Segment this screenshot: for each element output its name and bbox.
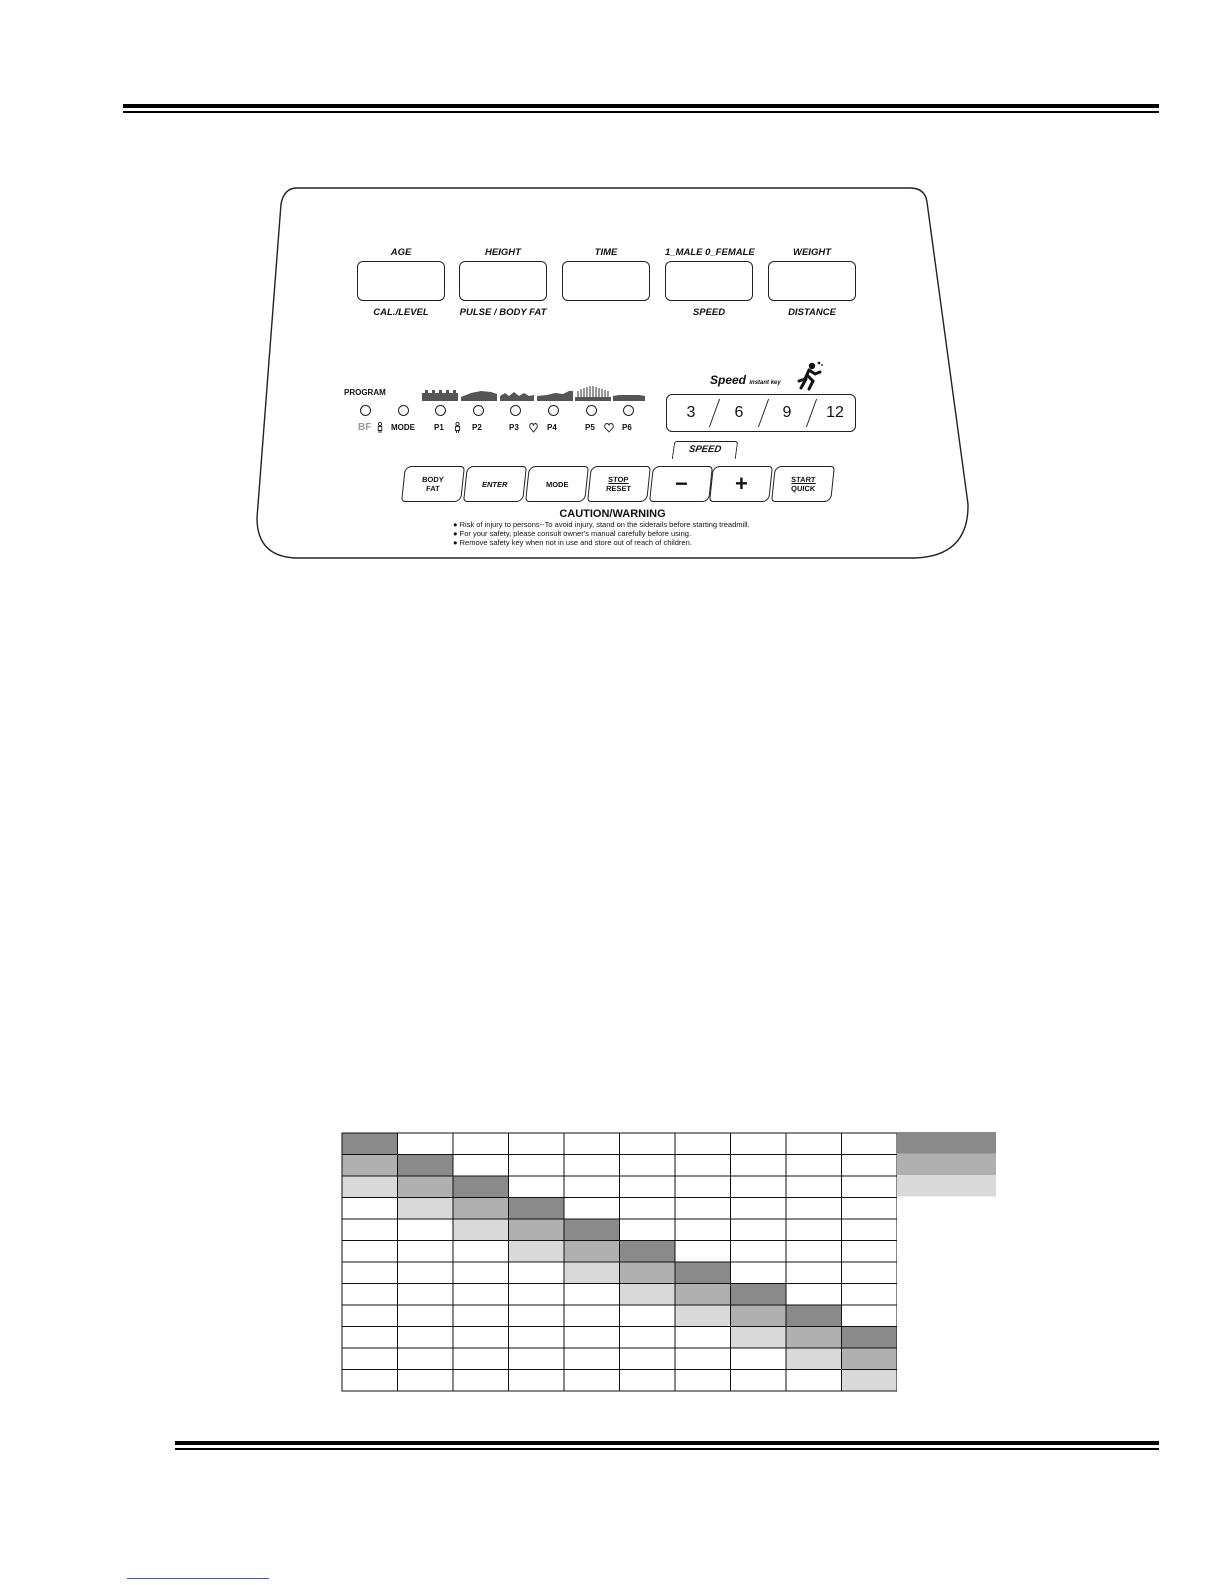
grid-cell: [398, 1241, 454, 1263]
grid-cell: [842, 1198, 898, 1220]
grid-cell: [620, 1155, 676, 1177]
enter-label: ENTER: [482, 479, 508, 489]
grid-cell: [509, 1284, 565, 1306]
grid-cell: [620, 1327, 676, 1349]
grid-cell: [620, 1241, 676, 1263]
led-label-p1: P1: [434, 423, 444, 432]
start-label: START: [790, 475, 816, 484]
grid-cell: [398, 1133, 454, 1155]
grid-cell: [453, 1305, 509, 1327]
grid-cell: [786, 1219, 842, 1241]
mode-label: MODE: [545, 479, 569, 489]
led-label-p2: P2: [472, 423, 482, 432]
profile-p1-icon: [422, 387, 458, 401]
profile-p4-icon: [537, 387, 573, 401]
grid-cell: [342, 1305, 398, 1327]
grid-cell: [398, 1284, 454, 1306]
grid-cell: [453, 1219, 509, 1241]
led-bf: [360, 405, 371, 416]
grid-cell: [731, 1327, 787, 1349]
shade-grid: [341, 1132, 897, 1392]
grid-cell: [509, 1133, 565, 1155]
grid-cell: [453, 1133, 509, 1155]
display-weight: [768, 261, 856, 301]
led-p5: [586, 405, 597, 416]
grid-cell: [731, 1133, 787, 1155]
grid-cell: [786, 1284, 842, 1306]
grid-cell: [398, 1327, 454, 1349]
body-fat-line2: FAT: [425, 484, 441, 493]
top-rule-under: [123, 111, 1159, 113]
speed-minus-button[interactable]: [649, 466, 713, 502]
label-cal-level: CAL./LEVEL: [373, 307, 429, 318]
speed-plus-button[interactable]: [709, 466, 773, 502]
grid-cell: [842, 1327, 898, 1349]
grid-cell: [675, 1262, 731, 1284]
led-label-p5: P5: [585, 423, 595, 432]
grid-cell: [342, 1155, 398, 1177]
grid-cell: [786, 1370, 842, 1392]
grid-cell: [453, 1155, 509, 1177]
grid-cell: [453, 1348, 509, 1370]
grid-cell: [620, 1284, 676, 1306]
grid-cell: [675, 1176, 731, 1198]
grid-cell: [731, 1370, 787, 1392]
grid-cell: [509, 1198, 565, 1220]
grid-cell: [564, 1327, 620, 1349]
display-height: [459, 261, 547, 301]
grid-cell: [564, 1219, 620, 1241]
grid-cell: [675, 1305, 731, 1327]
grid-cell: [620, 1198, 676, 1220]
grid-cell: [675, 1370, 731, 1392]
stop-reset-button[interactable]: [587, 466, 651, 502]
grid-cell: [398, 1155, 454, 1177]
grid-cell: [564, 1284, 620, 1306]
grid-cell: [786, 1133, 842, 1155]
grid-cell: [453, 1241, 509, 1263]
label-weight: WEIGHT: [793, 247, 831, 258]
bottom-link-underline: [127, 1578, 269, 1579]
grid-cell: [564, 1348, 620, 1370]
grid-cell: [842, 1155, 898, 1177]
label-time: TIME: [594, 247, 618, 258]
led-label-p6: P6: [622, 423, 632, 432]
body-fat-button[interactable]: [401, 466, 465, 502]
grid-cell: [342, 1176, 398, 1198]
grid-cell: [342, 1133, 398, 1155]
profile-p3-icon: [500, 387, 534, 401]
grid-cell: [453, 1327, 509, 1349]
speed-instant-subtitle: instant key: [749, 380, 781, 386]
grid-cell: [786, 1262, 842, 1284]
grid-cell: [509, 1348, 565, 1370]
grid-cell: [620, 1219, 676, 1241]
grid-cell: [675, 1133, 731, 1155]
speed-instant-title-text: Speed: [710, 373, 747, 387]
grid-cell: [842, 1176, 898, 1198]
speed-instant-title: [710, 373, 781, 387]
grid-cell: [675, 1327, 731, 1349]
heart-rate-person-icon: [454, 422, 461, 433]
grid-cell: [564, 1155, 620, 1177]
grid-cell: [453, 1284, 509, 1306]
enter-button[interactable]: [463, 466, 527, 502]
grid-cell: [398, 1176, 454, 1198]
treadmill-console: [255, 186, 970, 561]
led-label-p3: P3: [509, 423, 519, 432]
label-gender: 1_MALE 0_FEMALE: [665, 247, 755, 258]
speed-key-9[interactable]: 9: [782, 404, 792, 421]
led-mode: [398, 405, 409, 416]
grid-cell: [453, 1176, 509, 1198]
speed-tab-label: SPEED: [672, 441, 739, 459]
led-p3: [510, 405, 521, 416]
grid-cell: [564, 1241, 620, 1263]
grid-cell: [509, 1370, 565, 1392]
bottom-rule-under: [175, 1448, 1159, 1450]
grid-cell: [453, 1262, 509, 1284]
grid-cell: [564, 1198, 620, 1220]
speed-key-12[interactable]: 12: [826, 404, 844, 421]
grid-cell: [842, 1262, 898, 1284]
led-p6: [623, 405, 634, 416]
display-time: [562, 261, 650, 301]
grid-cell: [564, 1370, 620, 1392]
grid-cell: [731, 1176, 787, 1198]
program-title: PROGRAM: [344, 388, 386, 397]
grid-cell: [342, 1219, 398, 1241]
heart-rate-icon-1: [529, 422, 538, 433]
grid-cell: [731, 1219, 787, 1241]
body-fat-line1: BODY: [421, 475, 445, 484]
legend-swatch-light: [897, 1175, 996, 1197]
grid-cell: [731, 1284, 787, 1306]
grid-cell: [786, 1155, 842, 1177]
grid-cell: [842, 1284, 898, 1306]
minus-icon: −: [674, 471, 688, 496]
grid-cell: [620, 1262, 676, 1284]
grid-cell: [509, 1219, 565, 1241]
caution-line: ● Remove safety key when not in use and store out of reach of children.: [453, 538, 692, 547]
label-age: AGE: [390, 247, 412, 258]
grid-cell: [675, 1284, 731, 1306]
grid-cell: [398, 1305, 454, 1327]
display-gender: [665, 261, 753, 301]
reset-label: RESET: [606, 484, 632, 493]
profile-p2-icon: [461, 387, 497, 401]
display-age: [357, 261, 445, 301]
grid-cell: [842, 1348, 898, 1370]
legend-swatch-medium: [897, 1154, 996, 1176]
heart-rate-icon-2: [604, 422, 614, 433]
grid-cell: [509, 1176, 565, 1198]
grid-cell: [786, 1241, 842, 1263]
grid-cell: [731, 1348, 787, 1370]
grid-cell: [564, 1262, 620, 1284]
grid-cell: [842, 1370, 898, 1392]
console-outline: [255, 186, 970, 561]
shade-grid-legend: [897, 1132, 997, 1198]
grid-cell: [731, 1198, 787, 1220]
grid-cell: [786, 1305, 842, 1327]
led-p4: [548, 405, 559, 416]
grid-cell: [509, 1155, 565, 1177]
grid-cell: [509, 1327, 565, 1349]
label-speed: SPEED: [692, 307, 726, 318]
stop-label: STOP: [608, 475, 630, 484]
grid-cell: [842, 1219, 898, 1241]
grid-cell: [453, 1370, 509, 1392]
label-distance: DISTANCE: [788, 307, 836, 318]
grid-cell: [453, 1198, 509, 1220]
caution-title: CAUTION/WARNING: [559, 508, 666, 520]
led-label-p4: P4: [547, 423, 557, 432]
grid-cell: [675, 1219, 731, 1241]
speed-key-3[interactable]: 3: [686, 404, 696, 421]
quick-label: QUICK: [790, 484, 816, 493]
label-pulse-body-fat: PULSE / BODY FAT: [459, 307, 547, 318]
top-rule: [123, 104, 1159, 108]
grid-cell: [398, 1198, 454, 1220]
grid-cell: [398, 1219, 454, 1241]
grid-cell: [731, 1262, 787, 1284]
caution-line: ● Risk of injury to persons--To avoid injury, stand on the siderails before starting treadmill.: [453, 520, 750, 529]
runner-icon: [795, 361, 825, 393]
plus-icon: +: [734, 471, 748, 496]
speed-key-6[interactable]: 6: [734, 404, 744, 421]
grid-cell: [342, 1327, 398, 1349]
bottom-rule: [175, 1441, 1159, 1445]
led-p1: [435, 405, 446, 416]
grid-cell: [564, 1305, 620, 1327]
grid-cell: [675, 1198, 731, 1220]
profile-p5-icon: [575, 383, 611, 401]
led-p2: [473, 405, 484, 416]
grid-cell: [620, 1370, 676, 1392]
grid-cell: [509, 1305, 565, 1327]
legend-swatch-dark: [897, 1132, 996, 1154]
person-icon: [377, 422, 383, 433]
grid-cell: [675, 1348, 731, 1370]
grid-cell: [731, 1305, 787, 1327]
led-label-bf: BF: [358, 422, 372, 433]
grid-cell: [786, 1327, 842, 1349]
grid-cell: [342, 1262, 398, 1284]
grid-cell: [509, 1241, 565, 1263]
profile-p6-icon: [613, 387, 645, 401]
grid-cell: [786, 1198, 842, 1220]
grid-cell: [342, 1370, 398, 1392]
grid-cell: [786, 1176, 842, 1198]
grid-cell: [398, 1370, 454, 1392]
grid-cell: [398, 1262, 454, 1284]
grid-cell: [842, 1305, 898, 1327]
grid-cell: [342, 1284, 398, 1306]
grid-cell: [786, 1348, 842, 1370]
grid-cell: [675, 1155, 731, 1177]
grid-cell: [398, 1348, 454, 1370]
grid-cell: [731, 1155, 787, 1177]
grid-cell: [842, 1241, 898, 1263]
grid-cell: [620, 1133, 676, 1155]
speed-instant-key-panel: [666, 394, 856, 432]
caution-line: ● For your safety, please consult owner's manual carefully before using.: [453, 529, 692, 538]
start-quick-button[interactable]: [771, 466, 835, 502]
grid-cell: [564, 1133, 620, 1155]
caution-text: [453, 520, 750, 547]
led-label-mode: MODE: [391, 423, 415, 432]
grid-cell: [675, 1241, 731, 1263]
grid-cell: [342, 1241, 398, 1263]
grid-cell: [620, 1176, 676, 1198]
label-height: HEIGHT: [485, 247, 521, 258]
grid-cell: [620, 1305, 676, 1327]
grid-cell: [620, 1348, 676, 1370]
grid-cell: [842, 1133, 898, 1155]
grid-cell: [342, 1198, 398, 1220]
grid-cell: [509, 1262, 565, 1284]
grid-cell: [731, 1241, 787, 1263]
grid-cell: [342, 1348, 398, 1370]
mode-button[interactable]: [525, 466, 589, 502]
grid-cell: [564, 1176, 620, 1198]
